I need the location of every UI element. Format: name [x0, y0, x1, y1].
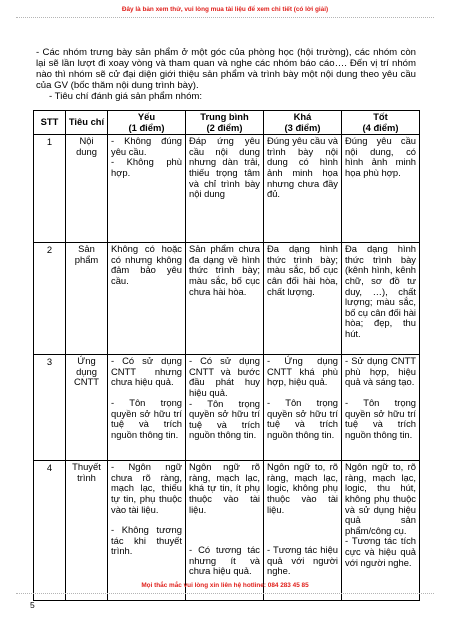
cell-text: - Sử dụng CNTT phù hợp, hiệu quả và sáng tạo. [345, 355, 416, 388]
cell-text: Sản phẩm chưa đa dạng về hình thức trình bày; màu sắc, bố cục chưa hài hòa. [189, 243, 260, 297]
row-average [186, 461, 264, 601]
header-weak [108, 111, 186, 135]
table-row [34, 135, 420, 243]
header-good [264, 111, 342, 135]
intro-text [36, 47, 416, 102]
row-excellent [342, 461, 420, 601]
cell-text: Đa dạng hình thức trình bày; màu sắc, bố cục cân đối hài hòa, chất lượng. [267, 243, 338, 297]
intro-paragraph-2: - Tiêu chí đánh giá sản phẩm nhóm: [49, 91, 203, 102]
row-good [264, 243, 342, 355]
row-excellent [342, 243, 420, 355]
table-row [34, 243, 420, 355]
row-criterion: Thuyết trình [66, 461, 108, 601]
cell-text: - Không phù hợp. [111, 156, 182, 178]
cell-text: - Tương tác tích cực và hiệu quả với người nghe. [345, 535, 416, 568]
header-weak-title: Yếu [137, 111, 156, 122]
row-good [264, 461, 342, 601]
row-criterion: Sản phẩm [66, 243, 108, 355]
cell-text: Đáp ứng yêu cầu nội dung nhưng dàn trải, thiếu trọng tâm và chỉ trình bày nội dung [189, 135, 260, 200]
row-stt: 1 [34, 135, 66, 243]
header-criterion: Tiêu chí [66, 111, 108, 135]
hotline-banner: Mọi thắc mắc vui lòng xin liên hệ hotline: 084 283 45 85 [141, 582, 309, 589]
cell-text: - Tôn trọng quyền sở hữu trí tuệ và trích nguồn thông tin. [111, 396, 182, 440]
row-stt: 4 [34, 461, 66, 601]
table-row [34, 355, 420, 461]
row-criterion: Nội dung [66, 135, 108, 243]
header-divider [16, 17, 434, 18]
cell-text: - Không đúng yêu cầu. [111, 135, 182, 157]
footer-divider [16, 593, 434, 594]
row-good [264, 135, 342, 243]
cell-text: - Tôn trọng quyền sở hữu trí tuệ và trích nguồn thông tin. [189, 397, 260, 441]
cell-text: - Tôn trọng quyền sở hữu trí tuệ và trích nguồn thông tin. [267, 396, 338, 440]
table-header-row [34, 111, 420, 135]
row-stt: 3 [34, 355, 66, 461]
row-average [186, 243, 264, 355]
header-excellent-title: Tốt [373, 111, 388, 122]
cell-text: - Tương tác hiệu quả với người nghe. [267, 544, 338, 577]
header-good-title: Khá [293, 111, 312, 122]
cell-text: Ngôn ngữ to, rõ ràng, mạch lạc, logic, thu hút, không phụ thuộc và sử dụng hiệu quả sản phẩm/công cụ. [345, 461, 416, 536]
header-excellent-points: (4 điểm) [362, 121, 399, 133]
cell-text: Không có hoặc có nhưng không đảm bảo yêu cầu. [111, 243, 182, 286]
cell-text: - Có sử dụng CNTT và bước đầu phát huy hiệu quả. [189, 355, 260, 398]
row-stt: 2 [34, 243, 66, 355]
header-average [186, 111, 264, 135]
row-weak [108, 355, 186, 461]
page-number: 5 [30, 600, 35, 610]
header-good-points: (3 điểm) [284, 121, 321, 133]
header-stt: STT [34, 111, 66, 135]
row-average [186, 135, 264, 243]
preview-banner: Đây là bản xem thử, vui lòng mua tài liệu để xem chi tiết (có lời giải) [121, 6, 329, 13]
cell-text: - Có tương tác nhưng ít và chưa hiệu quả. [189, 544, 260, 577]
header-average-title: Trung bình [200, 111, 249, 122]
cell-text: - Có sử dụng CNTT nhưng chưa hiệu quả. [111, 355, 182, 388]
row-average [186, 355, 264, 461]
header-weak-points: (1 điểm) [128, 121, 165, 133]
cell-text: Ngôn ngữ rõ ràng, mạch lạc, khá tự tin, ít phụ thuộc vào tài liệu. [189, 461, 260, 515]
cell-text: Đúng yêu cầu và trình bày nội dung có hình ảnh minh họa nhưng chưa đầy đủ. [267, 135, 338, 200]
cell-text: - Ứng dụng CNTT khá phù hợp, hiệu quả. [267, 355, 338, 388]
cell-text: Đúng yêu cầu nội dung, có hình ảnh minh họa phù hợp. [345, 135, 416, 178]
row-criterion: Ứng dụng CNTT [66, 355, 108, 461]
row-weak [108, 135, 186, 243]
cell-text: - Tôn trọng quyền sở hữu trí tuệ và trích nguồn thông tin. [345, 396, 416, 440]
row-good [264, 355, 342, 461]
header-excellent [342, 111, 420, 135]
cell-text: Đa dạng hình thức trình bày (kênh hình, kênh chữ, sơ đồ tư duy, …), chất lượng; màu sắc, bố cụ cân đối hài hòa; đẹp, thu hút. [345, 243, 416, 339]
intro-paragraph-1: - Các nhóm trưng bày sản phẩm ở một góc của phòng học (hội trường), các nhóm còn lại sẽ lần lượt đi xoay vòng và tham quan và nghe các nhóm báo cáo…. Đến vị trí nhóm nào thì nhóm sẽ cử đại diện giới thiệu sản phẩm và trình bày một nội dung theo yêu cầu của GV (bốc thăm nội dung trình bày). [36, 47, 416, 91]
header-average-points: (2 điểm) [206, 121, 243, 133]
row-excellent [342, 135, 420, 243]
criteria-table [33, 110, 420, 601]
row-weak [108, 243, 186, 355]
row-weak [108, 461, 186, 601]
table-row [34, 461, 420, 601]
cell-text: - Ngôn ngữ chưa rõ ràng, mạch lạc, thiếu tự tin, phụ thuộc vào tài liệu. [111, 461, 182, 515]
row-excellent [342, 355, 420, 461]
cell-text: - Không tương tác khi thuyết trình. [111, 524, 182, 557]
cell-text: Ngôn ngữ to, rõ ràng, mạch lạc, logic, không phụ thuộc vào tài liệu. [267, 461, 338, 515]
